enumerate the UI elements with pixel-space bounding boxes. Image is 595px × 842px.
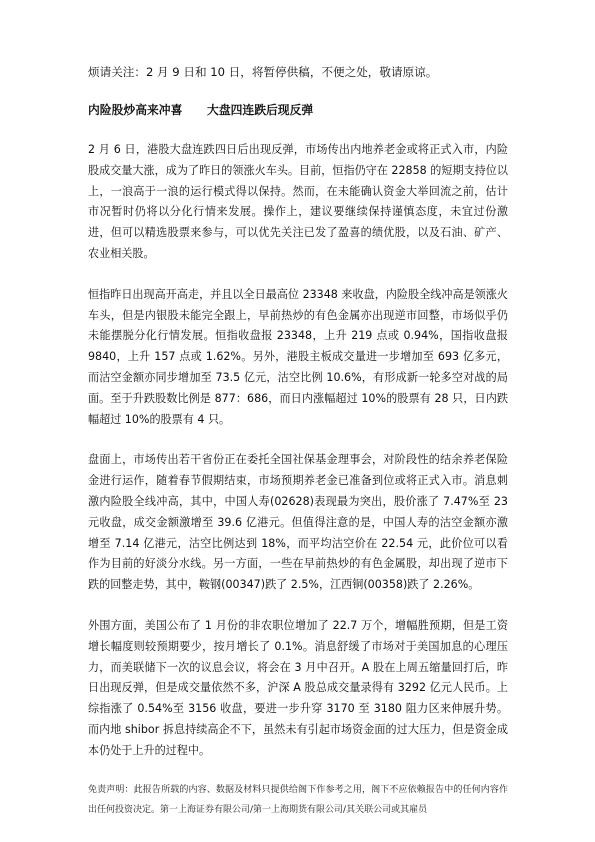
paragraph-1: 2 月 6 日，港股大盘连跌四日后出现反弹，市场传出内地养老金或将正式入市，内险股成交量大涨，成为了昨日的领涨火车头。目前，恒指仍守在 22858 的短期支持位以上，一浪高于一浪的运行模式得以保持。然而，在未能确认资金大举回流之前，估计市况暂时仍将以分化行情来发展。操作上，建议要继续保持谨慎态度，未宜过份激进，但可以精选股票来参与，可以优先关注已发了盈喜的绩优股，以及石油、矿产、农业相关股。 [88,143,508,260]
document-page [88,62,508,820]
disclaimer-text: 免责声明：此报告所载的内容、数据及材料只提供给阁下作参考之用，阁下不应依赖报告中的任何内容作出任何投资决定。第一上海证券有限公司/第一上海期货有限公司/其关联公司或其雇员 [88,784,508,815]
paragraph-3: 盘面上，市场传出若干省份正在委托全国社保基金理事会，对阶段性的结余养老保险金进行运作，随着春节假期结束，市场预期养老金已准备到位或将正式入市。消息刺激内险股全线冲高，其中，中国人寿(02628)表现最为突出，股价涨了 7.47%至 23 元收盘，成交金额激增至 39.6 亿港元。但值得注意的是，中国人寿的沽空金额亦激增至 7.14 亿港元，沽空比例达到 18%，而平均沽空价在 22.54 元，此价位可以看作为目前的好淡分水线。另一方面，一些在早前热炒的有色金属股，却出现了逆市下跌的回整走势，其中，鞍钢(00347)跌了 2.5%，江西铜(00358)跌了 2.26%。 [88,453,508,592]
paragraph-4: 外围方面，美国公布了 1 月份的非农职位增加了 22.7 万个，增幅胜预期，但是工资增长幅度则较预期要少，按月增长了 0.1%。消息舒缓了市场对于美国加息的心理压力，而美联储下一次的议息会议，将会在 3 月中召开。A 股在上周五缩量回打后，昨日出现反弹，但是成交量依然不多，沪深 A 股总成交量录得有 3292 亿元人民币。上综指涨了 0.54%至 3156 收盘，要进一步升穿 3170 至 3180 阻力区来伸展升势。而内地 shibor 拆息持续高企不下，虽然未有引起市场资金面的过大压力，但是资金成本仍处于上升的过程中。 [88,618,508,757]
notice-text: 烦请关注：2 月 9 日和 10 日，将暂停供稿，不便之处，敬请原谅。 [88,65,438,79]
article-headline: 内险股炒高来冲喜 大盘四连跌后现反弹 [88,103,314,117]
paragraph-2: 恒指昨日出现高开高走，并且以全日最高位 23348 来收盘，内险股全线冲高是领涨火车头，但是内银股未能完全跟上，早前热炒的有色金属亦出现逆市回整，市场似乎仍未能摆脱分化行情发展。恒指收盘报 23348，上升 219 点或 0.94%，国指收盘报 9840，上升 157 点或 1.62%。另外，港股主板成交量进一步增加至 693 亿多元，而沽空金额亦同步增加至 73.5 亿元，沽空比例 10.6%，有形成新一轮多空对战的局面。至于升跌股数比例是 877：686，而日内涨幅超过 10%的股票有 28 只，日内跌幅超过 10%的股票有 4 只。 [88,287,508,426]
